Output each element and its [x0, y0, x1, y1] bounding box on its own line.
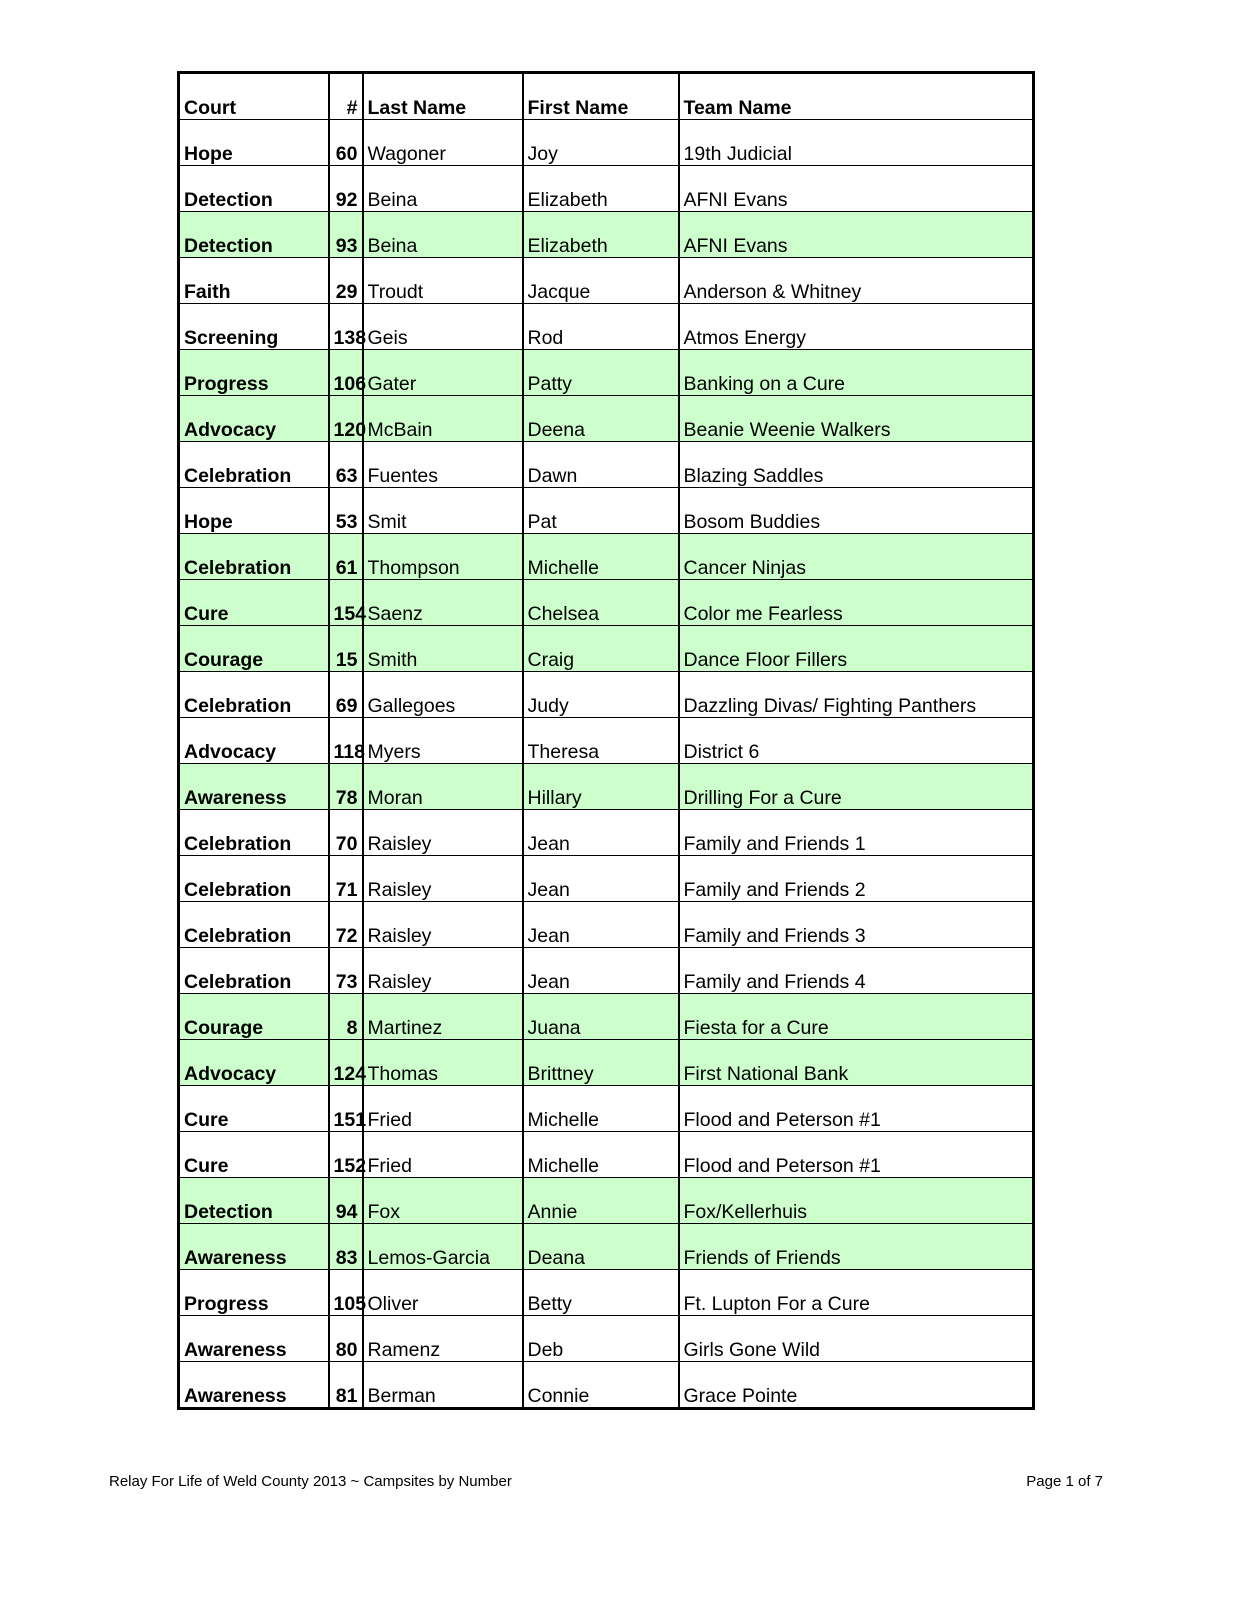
court-cell: Celebration: [179, 902, 329, 948]
table-row: [179, 1178, 1034, 1224]
last-name-cell: Smith: [363, 626, 523, 672]
team-name-cell: AFNI Evans: [679, 166, 1034, 212]
header-first-name: First Name: [523, 73, 679, 120]
table-body: [179, 120, 1034, 1409]
campsite-number-cell: 106: [329, 350, 363, 396]
court-cell: Awareness: [179, 1316, 329, 1362]
team-name-cell: First National Bank: [679, 1040, 1034, 1086]
header-row: [179, 73, 1034, 120]
table-row: [179, 902, 1034, 948]
court-cell: Awareness: [179, 764, 329, 810]
table-row: [179, 488, 1034, 534]
last-name-cell: Thomas: [363, 1040, 523, 1086]
first-name-cell: Jean: [523, 948, 679, 994]
first-name-cell: Dawn: [523, 442, 679, 488]
team-name-cell: AFNI Evans: [679, 212, 1034, 258]
table-row: [179, 534, 1034, 580]
table-row: [179, 626, 1034, 672]
header-court: Court: [179, 73, 329, 120]
team-name-cell: Color me Fearless: [679, 580, 1034, 626]
first-name-cell: Michelle: [523, 534, 679, 580]
first-name-cell: Rod: [523, 304, 679, 350]
campsite-number-cell: 105: [329, 1270, 363, 1316]
first-name-cell: Chelsea: [523, 580, 679, 626]
court-cell: Progress: [179, 1270, 329, 1316]
table-row: [179, 120, 1034, 166]
campsite-number-cell: 53: [329, 488, 363, 534]
first-name-cell: Jean: [523, 856, 679, 902]
first-name-cell: Deana: [523, 1224, 679, 1270]
campsite-number-cell: 29: [329, 258, 363, 304]
campsite-number-cell: 70: [329, 810, 363, 856]
campsite-number-cell: 124: [329, 1040, 363, 1086]
campsite-number-cell: 78: [329, 764, 363, 810]
table-row: [179, 1040, 1034, 1086]
first-name-cell: Michelle: [523, 1086, 679, 1132]
last-name-cell: Gallegoes: [363, 672, 523, 718]
table-row: [179, 258, 1034, 304]
court-cell: Celebration: [179, 534, 329, 580]
campsites-table: [177, 71, 1035, 1410]
first-name-cell: Hillary: [523, 764, 679, 810]
first-name-cell: Juana: [523, 994, 679, 1040]
table-row: [179, 212, 1034, 258]
court-cell: Celebration: [179, 442, 329, 488]
team-name-cell: Flood and Peterson #1: [679, 1086, 1034, 1132]
first-name-cell: Deb: [523, 1316, 679, 1362]
team-name-cell: Friends of Friends: [679, 1224, 1034, 1270]
last-name-cell: Fried: [363, 1086, 523, 1132]
first-name-cell: Brittney: [523, 1040, 679, 1086]
first-name-cell: Jacque: [523, 258, 679, 304]
court-cell: Awareness: [179, 1224, 329, 1270]
team-name-cell: Ft. Lupton For a Cure: [679, 1270, 1034, 1316]
last-name-cell: Lemos-Garcia: [363, 1224, 523, 1270]
last-name-cell: Berman: [363, 1362, 523, 1409]
last-name-cell: Oliver: [363, 1270, 523, 1316]
first-name-cell: Joy: [523, 120, 679, 166]
court-cell: Cure: [179, 1086, 329, 1132]
court-cell: Celebration: [179, 948, 329, 994]
court-cell: Advocacy: [179, 1040, 329, 1086]
last-name-cell: Raisley: [363, 810, 523, 856]
last-name-cell: Fuentes: [363, 442, 523, 488]
court-cell: Celebration: [179, 810, 329, 856]
table-row: [179, 304, 1034, 350]
campsite-number-cell: 81: [329, 1362, 363, 1409]
team-name-cell: 19th Judicial: [679, 120, 1034, 166]
first-name-cell: Elizabeth: [523, 166, 679, 212]
table-row: [179, 672, 1034, 718]
table-row: [179, 810, 1034, 856]
court-cell: Awareness: [179, 1362, 329, 1409]
table-row: [179, 166, 1034, 212]
campsite-number-cell: 118: [329, 718, 363, 764]
court-cell: Courage: [179, 626, 329, 672]
first-name-cell: Connie: [523, 1362, 679, 1409]
court-cell: Advocacy: [179, 718, 329, 764]
last-name-cell: Myers: [363, 718, 523, 764]
table-row: [179, 350, 1034, 396]
first-name-cell: Betty: [523, 1270, 679, 1316]
campsite-number-cell: 71: [329, 856, 363, 902]
table-row: [179, 948, 1034, 994]
campsite-number-cell: 93: [329, 212, 363, 258]
last-name-cell: Fried: [363, 1132, 523, 1178]
court-cell: Hope: [179, 120, 329, 166]
header-last-name: Last Name: [363, 73, 523, 120]
team-name-cell: Family and Friends 3: [679, 902, 1034, 948]
table-row: [179, 580, 1034, 626]
court-cell: Celebration: [179, 672, 329, 718]
footer-page-number: Page 1 of 7: [1026, 1473, 1103, 1490]
team-name-cell: Beanie Weenie Walkers: [679, 396, 1034, 442]
first-name-cell: Michelle: [523, 1132, 679, 1178]
team-name-cell: Fiesta for a Cure: [679, 994, 1034, 1040]
first-name-cell: Deena: [523, 396, 679, 442]
last-name-cell: Ramenz: [363, 1316, 523, 1362]
table-row: [179, 994, 1034, 1040]
team-name-cell: Family and Friends 4: [679, 948, 1034, 994]
last-name-cell: Beina: [363, 212, 523, 258]
table-row: [179, 1270, 1034, 1316]
first-name-cell: Jean: [523, 902, 679, 948]
court-cell: Detection: [179, 1178, 329, 1224]
team-name-cell: Dazzling Divas/ Fighting Panthers: [679, 672, 1034, 718]
first-name-cell: Pat: [523, 488, 679, 534]
court-cell: Celebration: [179, 856, 329, 902]
team-name-cell: Dance Floor Fillers: [679, 626, 1034, 672]
team-name-cell: Banking on a Cure: [679, 350, 1034, 396]
campsite-number-cell: 61: [329, 534, 363, 580]
team-name-cell: Atmos Energy: [679, 304, 1034, 350]
team-name-cell: Cancer Ninjas: [679, 534, 1034, 580]
campsite-number-cell: 15: [329, 626, 363, 672]
court-cell: Cure: [179, 580, 329, 626]
last-name-cell: Thompson: [363, 534, 523, 580]
court-cell: Hope: [179, 488, 329, 534]
campsite-number-cell: 120: [329, 396, 363, 442]
last-name-cell: Saenz: [363, 580, 523, 626]
first-name-cell: Judy: [523, 672, 679, 718]
court-cell: Cure: [179, 1132, 329, 1178]
team-name-cell: Grace Pointe: [679, 1362, 1034, 1409]
header-team-name: Team Name: [679, 73, 1034, 120]
team-name-cell: Bosom Buddies: [679, 488, 1034, 534]
last-name-cell: Martinez: [363, 994, 523, 1040]
campsite-number-cell: 138: [329, 304, 363, 350]
first-name-cell: Craig: [523, 626, 679, 672]
campsite-number-cell: 94: [329, 1178, 363, 1224]
team-name-cell: Blazing Saddles: [679, 442, 1034, 488]
last-name-cell: Raisley: [363, 856, 523, 902]
team-name-cell: Anderson & Whitney: [679, 258, 1034, 304]
team-name-cell: Flood and Peterson #1: [679, 1132, 1034, 1178]
campsite-number-cell: 80: [329, 1316, 363, 1362]
campsite-number-cell: 152: [329, 1132, 363, 1178]
team-name-cell: Drilling For a Cure: [679, 764, 1034, 810]
team-name-cell: District 6: [679, 718, 1034, 764]
first-name-cell: Elizabeth: [523, 212, 679, 258]
court-cell: Courage: [179, 994, 329, 1040]
campsite-number-cell: 154: [329, 580, 363, 626]
court-cell: Detection: [179, 166, 329, 212]
first-name-cell: Jean: [523, 810, 679, 856]
campsite-number-cell: 63: [329, 442, 363, 488]
header-number: #: [329, 73, 363, 120]
last-name-cell: Beina: [363, 166, 523, 212]
first-name-cell: Patty: [523, 350, 679, 396]
last-name-cell: Geis: [363, 304, 523, 350]
court-cell: Screening: [179, 304, 329, 350]
last-name-cell: McBain: [363, 396, 523, 442]
table-row: [179, 442, 1034, 488]
table-row: [179, 396, 1034, 442]
court-cell: Detection: [179, 212, 329, 258]
table-row: [179, 1224, 1034, 1270]
last-name-cell: Raisley: [363, 948, 523, 994]
campsite-number-cell: 92: [329, 166, 363, 212]
campsite-number-cell: 60: [329, 120, 363, 166]
campsite-number-cell: 73: [329, 948, 363, 994]
table-row: [179, 1086, 1034, 1132]
first-name-cell: Theresa: [523, 718, 679, 764]
team-name-cell: Family and Friends 2: [679, 856, 1034, 902]
campsite-number-cell: 72: [329, 902, 363, 948]
last-name-cell: Gater: [363, 350, 523, 396]
campsite-number-cell: 151: [329, 1086, 363, 1132]
court-cell: Faith: [179, 258, 329, 304]
table-row: [179, 718, 1034, 764]
footer-title: Relay For Life of Weld County 2013 ~ Campsites by Number: [109, 1473, 512, 1490]
table-row: [179, 1316, 1034, 1362]
last-name-cell: Smit: [363, 488, 523, 534]
court-cell: Advocacy: [179, 396, 329, 442]
table-row: [179, 764, 1034, 810]
campsite-number-cell: 8: [329, 994, 363, 1040]
team-name-cell: Family and Friends 1: [679, 810, 1034, 856]
last-name-cell: Wagoner: [363, 120, 523, 166]
table-row: [179, 1362, 1034, 1409]
campsite-number-cell: 69: [329, 672, 363, 718]
table-row: [179, 1132, 1034, 1178]
last-name-cell: Troudt: [363, 258, 523, 304]
campsite-number-cell: 83: [329, 1224, 363, 1270]
last-name-cell: Fox: [363, 1178, 523, 1224]
table-row: [179, 856, 1034, 902]
team-name-cell: Fox/Kellerhuis: [679, 1178, 1034, 1224]
last-name-cell: Raisley: [363, 902, 523, 948]
team-name-cell: Girls Gone Wild: [679, 1316, 1034, 1362]
first-name-cell: Annie: [523, 1178, 679, 1224]
court-cell: Progress: [179, 350, 329, 396]
last-name-cell: Moran: [363, 764, 523, 810]
